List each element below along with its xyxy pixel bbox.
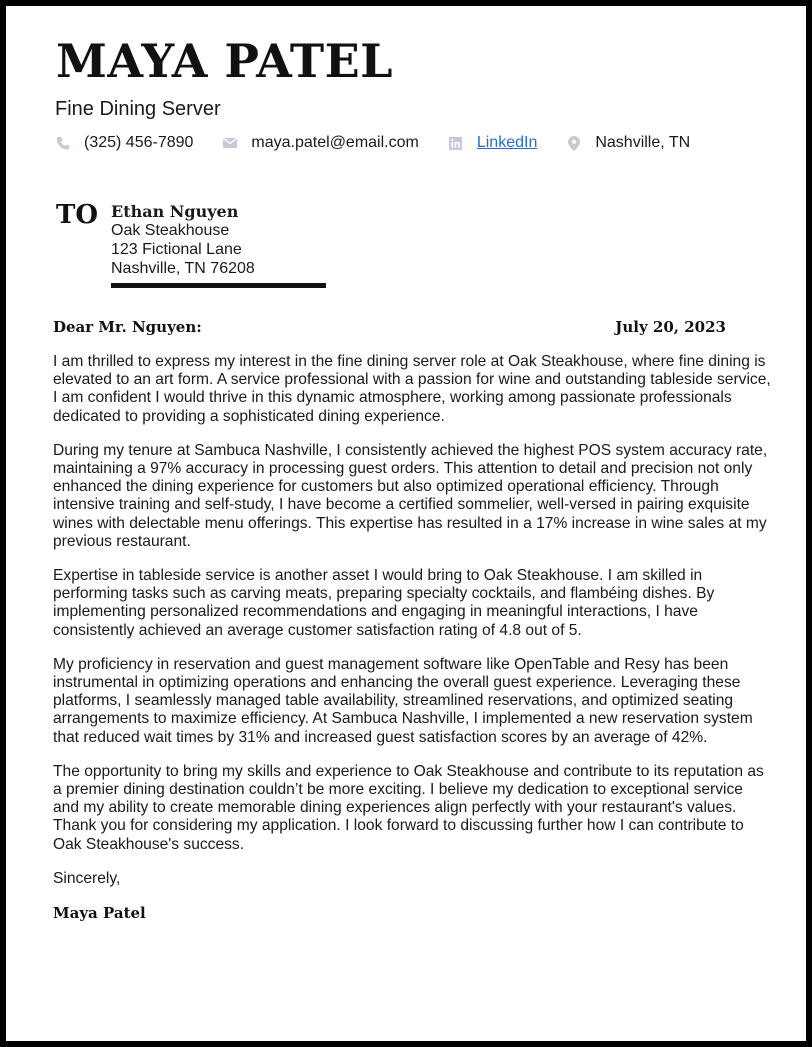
phone-number: (325) 456-7890 xyxy=(84,134,194,151)
contact-bar xyxy=(56,134,720,152)
linkedin-link[interactable]: LinkedIn xyxy=(476,134,538,151)
paragraph-2: During my tenure at Sambuca Nashville, I consistently achieved the highest POS system accuracy rate, maintaining a 97% accuracy in processing guest orders. This attention to detail and precision not only enhanced the dining experience for customers but also optimized operational efficiency. Through intensive training and self-study, I have become a certified sommelier, well-versed in pairing exquisite wines with delectable menu offerings. This expertise has resulted in a 17% increase in wine sales at my previous restaurant. xyxy=(53,441,768,550)
contact-linkedin[interactable] xyxy=(449,134,538,152)
recipient-city: Nashville, TN 76208 xyxy=(111,260,255,277)
email-address: maya.patel@email.com xyxy=(251,134,419,151)
recipient-company: Oak Steakhouse xyxy=(111,222,230,239)
paragraph-5: The opportunity to bring my skills and experience to Oak Steakhouse and contribute to its reputation as a premier dining destination couldn’t be more exciting. I believe my dedication to exceptional service and my ability to create memorable dining experiences align perfectly with your restaurant's values. Thank you for considering my application. I look forward to discussing further how I can contribute to Oak Steakhouse's success. xyxy=(53,762,764,853)
salutation: Dear Mr. Nguyen: xyxy=(53,318,202,336)
greeting-row xyxy=(53,318,726,336)
closing: Sincerely, xyxy=(53,869,121,887)
recipient-block xyxy=(56,202,326,288)
signature: Maya Patel xyxy=(53,904,146,923)
recipient-name: Ethan Nguyen xyxy=(111,202,239,221)
letter-date: July 20, 2023 xyxy=(615,318,726,336)
recipient-address xyxy=(111,202,326,288)
divider-rule xyxy=(111,283,326,288)
paragraph-4: My proficiency in reservation and guest management software like OpenTable and Resy has been instrumental in optimizing operations and enhancing the overall guest experience. Leveraging these platforms, I seamlessly managed table availability, streamlined reservations, and optimized seating arrangements to maximize efficiency. At Sambuca Nashville, I implemented a new reservation system that reduced wait times by 31% and increased guest satisfaction scores by an average of 42%. xyxy=(53,655,753,746)
contact-email xyxy=(223,134,418,152)
mail-icon xyxy=(223,136,237,150)
location-text: Nashville, TN xyxy=(595,134,691,151)
contact-phone xyxy=(56,134,193,152)
letter-body xyxy=(53,353,771,922)
cover-letter-page xyxy=(6,6,806,1041)
linkedin-icon xyxy=(449,136,463,150)
paragraph-3: Expertise in tableside service is another asset I would bring to Oak Steakhouse. I am skilled in performing tasks such as carving meats, preparing specialty cocktails, and flambéing dishes. By implementing personalized recommendations and engaging in meaningful interactions, I have consistently achieved an average customer satisfaction rating of 4.8 out of 5. xyxy=(53,567,715,639)
recipient-street: 123 Fictional Lane xyxy=(111,241,242,258)
applicant-name: MAYA PATEL xyxy=(56,34,393,88)
paragraph-1: I am thrilled to express my interest in the fine dining server role at Oak Steakhouse, where fine dining is elevated to an art form. A service professional with a passion for wine and outstanding tableside service, I am confident I would thrive in this dynamic atmosphere, working among passionate professionals dedicated to providing a sophisticated dining experience. xyxy=(53,353,771,425)
contact-location xyxy=(567,134,690,152)
phone-icon xyxy=(56,136,70,150)
to-label: TO xyxy=(56,200,98,230)
location-pin-icon xyxy=(567,136,581,150)
job-title: Fine Dining Server xyxy=(55,98,221,120)
